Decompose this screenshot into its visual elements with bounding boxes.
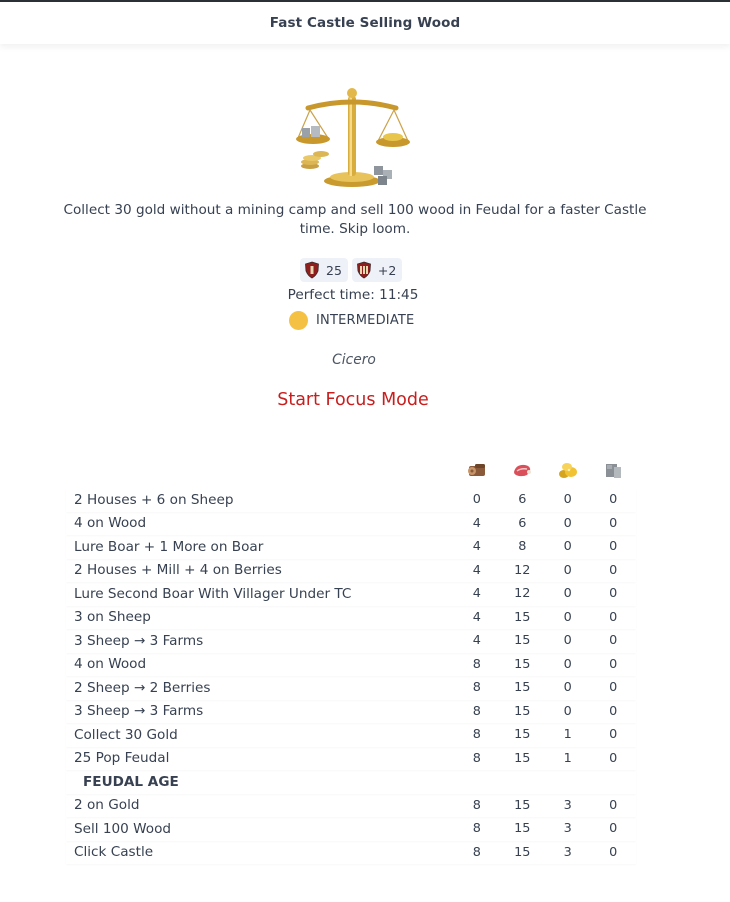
extra-shield-icon — [356, 261, 372, 279]
food-count: 6 — [518, 492, 527, 508]
food-count: 8 — [518, 539, 527, 555]
gold-count: 0 — [563, 656, 572, 672]
table-row — [66, 606, 636, 630]
wood-count: 8 — [472, 727, 481, 743]
stone-header — [590, 455, 636, 488]
wood-count: 8 — [472, 797, 481, 813]
food-count: 6 — [518, 515, 527, 531]
stone-count: 0 — [609, 633, 618, 649]
food-count: 15 — [514, 821, 531, 837]
stone-icon — [601, 459, 625, 481]
table-row — [66, 723, 636, 747]
step-text: Sell 100 Wood — [74, 820, 172, 837]
gold-count: 1 — [563, 750, 572, 766]
food-count: 15 — [514, 797, 531, 813]
step-text: Lure Second Boar With Villager Under TC — [74, 585, 352, 602]
gold-count: 0 — [563, 680, 572, 696]
wood-count: 8 — [472, 821, 481, 837]
gold-count: 3 — [563, 797, 572, 813]
wood-count: 4 — [472, 586, 481, 602]
gold-header — [545, 455, 590, 488]
page-title: Fast Castle Selling Wood — [269, 15, 461, 31]
food-count: 15 — [514, 633, 531, 649]
gold-count: 0 — [563, 609, 572, 625]
difficulty-dot — [289, 311, 308, 330]
stone-count: 0 — [609, 797, 618, 813]
table-row — [66, 535, 636, 559]
stone-count: 0 — [609, 703, 618, 719]
step-text: 25 Pop Feudal — [74, 750, 170, 767]
top-bar — [0, 0, 730, 44]
stone-count: 0 — [609, 609, 618, 625]
extra-value: +2 — [377, 262, 397, 278]
stone-count: 0 — [609, 586, 618, 602]
wood-count: 0 — [472, 492, 481, 508]
gold-count: 0 — [563, 703, 572, 719]
stone-count: 0 — [609, 821, 618, 837]
table-row — [66, 794, 636, 818]
step-text: 2 Houses + 6 on Sheep — [74, 491, 234, 508]
table-row — [66, 676, 636, 700]
perfect-time: Perfect time: 11:45 — [287, 287, 419, 303]
food-header — [500, 455, 545, 488]
table-row — [66, 512, 636, 536]
wood-count: 8 — [472, 750, 481, 766]
food-icon — [510, 459, 534, 481]
gold-count: 1 — [563, 727, 572, 743]
gold-count: 0 — [563, 562, 572, 578]
step-text: 2 Sheep → 2 Berries — [74, 679, 211, 696]
difficulty-indicator — [289, 310, 414, 330]
step-text: Collect 30 Gold — [74, 726, 178, 743]
difficulty-label: INTERMEDIATE — [316, 312, 415, 328]
food-count: 15 — [514, 703, 531, 719]
stone-count: 0 — [609, 680, 618, 696]
wood-count: 8 — [472, 703, 481, 719]
step-text: 4 on Wood — [74, 656, 147, 673]
table-row — [66, 841, 636, 865]
table-row — [66, 817, 636, 841]
step-text: Click Castle — [74, 844, 154, 861]
wood-count: 4 — [472, 609, 481, 625]
wood-count: 8 — [472, 844, 481, 860]
food-count: 12 — [514, 562, 531, 578]
food-count: 15 — [514, 844, 531, 860]
resource-header-row — [66, 455, 636, 488]
step-text: 2 on Gold — [74, 797, 140, 814]
food-count: 15 — [514, 680, 531, 696]
food-count: 15 — [514, 609, 531, 625]
food-count: 15 — [514, 750, 531, 766]
step-text: 3 Sheep → 3 Farms — [74, 703, 204, 720]
extra-badge — [352, 258, 402, 282]
gold-count: 3 — [563, 821, 572, 837]
gold-count: 3 — [563, 844, 572, 860]
table-row — [66, 747, 636, 771]
table-row — [66, 582, 636, 606]
author-name: Cicero — [332, 352, 376, 368]
wood-count: 4 — [472, 539, 481, 555]
gold-count: 0 — [563, 539, 572, 555]
food-count: 15 — [514, 656, 531, 672]
wood-header — [454, 455, 499, 488]
step-text: Lure Boar + 1 More on Boar — [74, 538, 264, 555]
wood-count: 4 — [472, 562, 481, 578]
build-order-table — [66, 455, 636, 864]
start-focus-mode-link[interactable]: Start Focus Mode — [277, 390, 429, 410]
table-row — [66, 559, 636, 583]
step-text: 3 on Sheep — [74, 609, 151, 626]
table-row — [66, 700, 636, 724]
stone-count: 0 — [609, 844, 618, 860]
step-text: 2 Houses + Mill + 4 on Berries — [74, 562, 282, 579]
food-count: 15 — [514, 727, 531, 743]
wood-icon — [465, 459, 489, 481]
gold-count: 0 — [563, 586, 572, 602]
stone-count: 0 — [609, 562, 618, 578]
badge-row — [300, 258, 402, 282]
step-text: 4 on Wood — [74, 515, 147, 532]
gold-icon — [556, 459, 580, 481]
build-steps — [66, 488, 636, 864]
wood-count: 8 — [472, 656, 481, 672]
population-value: 25 — [326, 262, 342, 278]
wood-count: 4 — [472, 633, 481, 649]
table-row — [66, 629, 636, 653]
step-text: 3 Sheep → 3 Farms — [74, 632, 204, 649]
stone-count: 0 — [609, 539, 618, 555]
wood-count: 4 — [472, 515, 481, 531]
stone-count: 0 — [609, 492, 618, 508]
age-heading: FEUDAL AGE — [83, 773, 179, 790]
trade-scale-icon — [294, 86, 412, 190]
table-row — [66, 653, 636, 677]
stone-count: 0 — [609, 750, 618, 766]
stone-count: 0 — [609, 727, 618, 743]
age-heading-row — [66, 770, 636, 794]
gold-count: 0 — [563, 492, 572, 508]
gold-count: 0 — [563, 515, 572, 531]
population-badge — [300, 258, 348, 282]
gold-count: 0 — [563, 633, 572, 649]
build-description: Collect 30 gold without a mining camp and sell 100 wood in Feudal for a faster Castle time. Skip loom. — [63, 202, 647, 237]
stone-count: 0 — [609, 515, 618, 531]
food-count: 12 — [514, 586, 531, 602]
villager-shield-icon — [304, 261, 320, 279]
table-row — [66, 488, 636, 512]
wood-count: 8 — [472, 680, 481, 696]
stone-count: 0 — [609, 656, 618, 672]
